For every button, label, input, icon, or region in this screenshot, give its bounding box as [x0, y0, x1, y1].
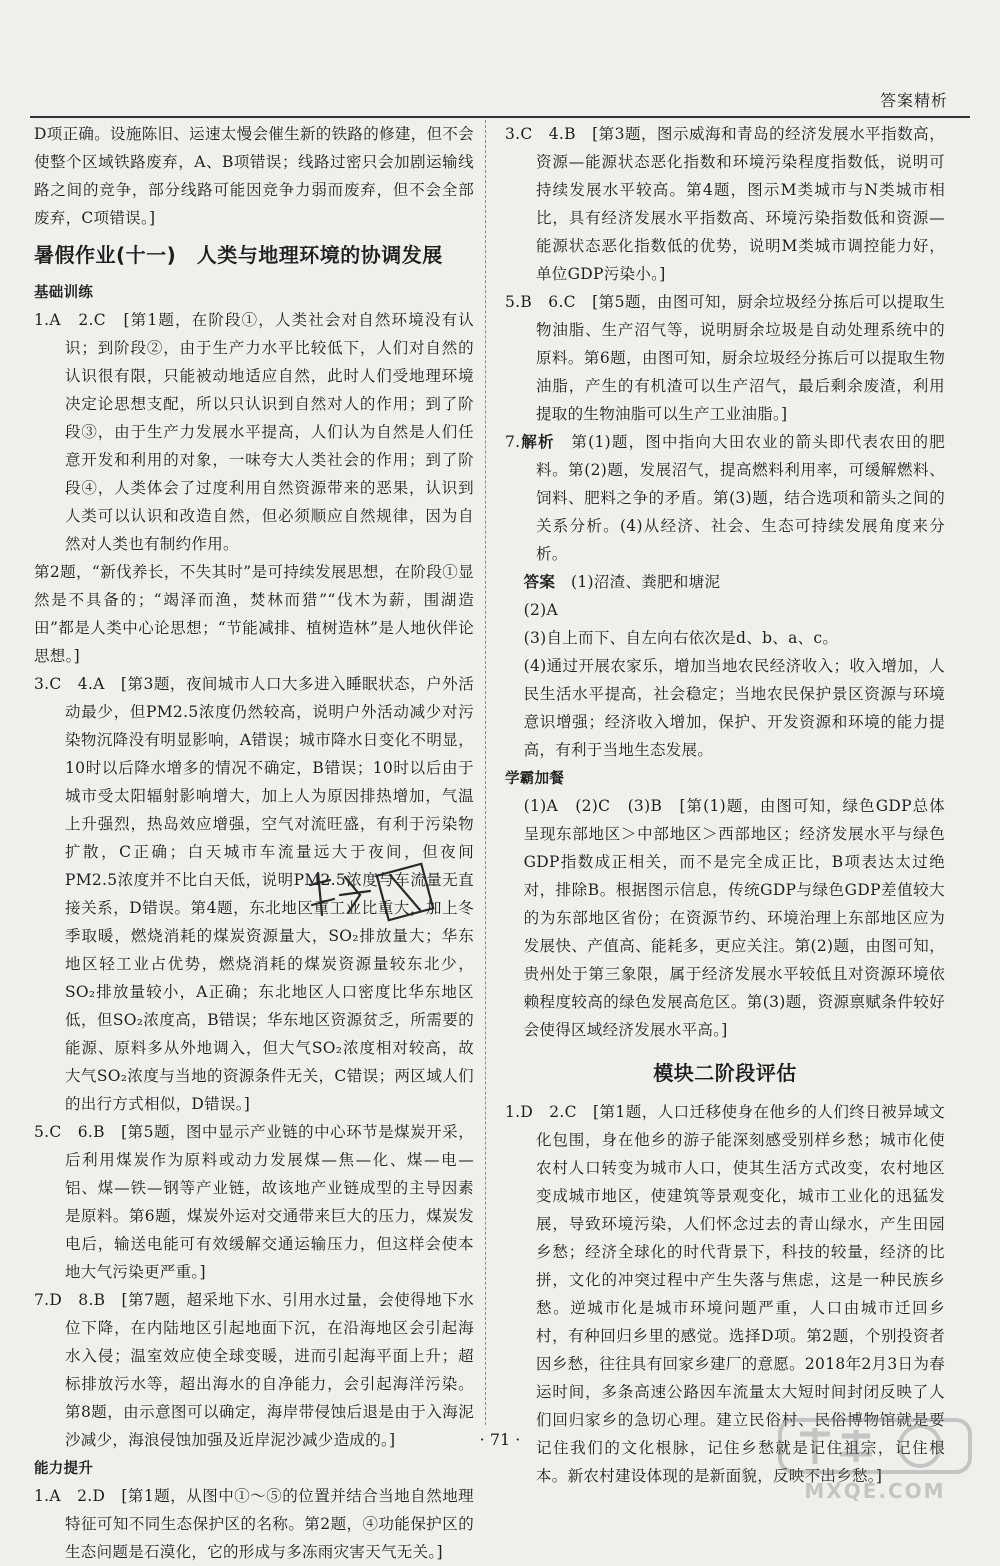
section-title: 暑假作业(十一) 人类与地理环境的协调发展	[34, 243, 443, 267]
answer-r3-4: 3.C 4.B [第3题，图示威海和青岛的经济发展水平指数高，资源—能源状态恶化指数和环境污染程度指数低，说明可持续发展水平较高。第4题，图示M类城市与N类城市相比，具有经济发展水平指数高、环境污染指数低和资源—能源状态恶化指数低的优势，说明M类城市调控能力好，单位GDP污染小。]	[505, 125, 945, 283]
subheading-ability: 能力提升	[34, 1461, 94, 1477]
answer-module2-q1-2: 1.D 2.C [第1题，人口迁移使身在他乡的人们终日被异域文化包围，身在他乡的游子能深刻感受别样乡愁；城市化使农村人口转变为城市人口，使其生活方式改变，农村地区变成城市地区，使建筑等景观变化，城市工业化的迅猛发展，导致环境污染，人们怀念过去的青山绿水，产生田园乡愁；经济全球化的时代背景下，科技的较量，经济的比拼，文化的冲突过程中产生失落与焦虑，这是一种民族乡愁。逆城市化是城市环境问题严重，人口由城市迁回乡村，有种回归乡里的感觉。选择D项。第2题，个别投资者因乡愁，往往具有回家乡建厂的意愿。2018年2月3日为春运时间，多条高速公路因车流量太大短时间封闭反映了人们回归家乡的急切心理。建立民俗村、民俗博物馆就是要记住我们的文化根脉，记住乡愁就是记住祖宗，记住根本。新农村建设体现的是新面貌，反映不出乡愁。]	[505, 1103, 945, 1485]
column-divider	[485, 120, 486, 1425]
analysis-label: 解析	[520, 433, 555, 451]
answer-label: 答案	[523, 573, 556, 591]
analysis-text: 第(1)题，图中指向大田农业的箭头即代表农田的肥料。第(2)题，发展沼气，提高燃料利用率，可缓解燃料、饲料、肥料之争的矛盾。第(3)题，结合选项和箭头之间的关系分析。(4)从经济、社会、生态可持续发展角度来分析。	[536, 433, 945, 563]
page-number: · 71 ·	[479, 1430, 521, 1449]
q7-number: 7.	[505, 433, 521, 451]
right-column	[505, 120, 945, 1490]
answer-1-text: (1)沼渣、粪肥和塘泥	[555, 573, 721, 591]
answer-line-2: (2)A	[523, 601, 558, 619]
answer-extra: (1)A (2)C (3)B [第(1)题，由图可知，绿色GDP总体呈现东部地区＞中部地区＞西部地区；经济发展水平与绿色GDP指数成正相关，而不是完全成正比，B项表达太过绝对，排除B。根据图示信息，传统GDP与绿色GDP差值较大的为东部地区省份；在资源节约、环境治理上东部地区应为发展快、产值高、能耗多，更应关注。第(2)题，由图可知，贵州处于第三象限，属于经济发展水平较低且对资源环境依赖程度较高的绿色发展高危区。第(3)题，资源禀赋条件较好会使得区域经济发展水平高。]	[523, 797, 945, 1039]
answer-r5-6: 5.B 6.C [第5题，由图可知，厨余垃圾经分拣后可以提取生物油脂、生产沼气等，说明厨余垃圾是自动处理系统中的原料。第6题，由图可知，厨余垃圾经分拣后可以提取生物油脂，产生的有机渣可以生产沼气，最后剩余废渣，利用提取的生物油脂可以生产工业油脂。]	[505, 293, 945, 423]
answer-line-3: (3)自上而下、自左向右依次是d、b、a、c。	[523, 629, 839, 647]
page-header-label: 答案精析	[879, 91, 948, 110]
answer-line-4: (4)通过开展农家乐，增加当地农民经济收入；收入增加，人民生活水平提高，社会稳定；当地农民保护景区资源与环境意识增强；经济收入增加，保护、开发资源和环境的能力提高，有利于当地生态发展。	[523, 657, 945, 759]
answer-q1-2-cont: 第2题，“新伐养长，不失其时”是可持续发展思想，在阶段①显然是不具备的；“竭泽而渔，焚林而猎”“伐木为薪，围湖造田”都是人类中心论思想；“节能减排、植树造林”是人地伙伴论思想。]	[34, 563, 474, 665]
answer-line-1	[505, 568, 945, 596]
subheading-extra: 学霸加餐	[505, 771, 565, 787]
answer-r7-analysis	[505, 428, 945, 568]
answer-q5-6: 5.C 6.B [第5题，图中显示产业链的中心环节是煤炭开采，后利用煤炭作为原料或动力发展煤—焦—化、煤—电—铝、煤—铁—钢等产业链，故该地产业链成型的主导因素是原料。第6题，煤炭外运对交通带来巨大的压力，煤炭发电后，输送电能可有效缓解交通运输压力，但这样会使本地大气污染更严重。]	[34, 1123, 474, 1281]
handwritten-stamp	[300, 855, 450, 935]
answer-q1-2: 1.A 2.C [第1题，在阶段①，人类社会对自然环境没有认识；到阶段②，由于生产力水平比较低下，人们对自然的认识很有限，只能被动地适应自然，此时人们受地理环境决定论思想支配，所以只认识到自然对人的作用；到了阶段③，由于生产力发展水平提高，人们认为自然是人们任意开发和利用的对象，一味夸大人类社会的作用；到了阶段④，人类体会了过度利用自然资源带来的恶果，认识到人类可以认识和改造自然，但必须顺应自然规律，因为自然对人类也有制约作用。	[34, 311, 474, 553]
answer-ability-q1-2: 1.A 2.D [第1题，从图中①～⑤的位置并结合当地自然地理特征可知不同生态保护区的名称。第2题，④功能保护区的生态问题是石漠化，它的形成与多冻雨灾害天气无关。]	[34, 1487, 474, 1561]
svg-text:MXQE.COM: MXQE.COM	[804, 1479, 946, 1503]
section2-title: 模块二阶段评估	[653, 1061, 797, 1085]
intro-paragraph: D项正确。设施陈旧、运速太慢会催生新的铁路的修建，但不会使整个区域铁路废弃，A、B项错误；线路过密只会加剧运输线路之间的竞争，部分线路可能因竞争力弱而废弃，但不会全部废弃，C项错误。]	[34, 125, 474, 227]
answer-q7-8: 7.D 8.B [第7题，超采地下水、引用水过量，会使得地下水位下降，在内陆地区引起地面下沉，在沿海地区会引起海水入侵；温室效应使全球变暖，进而引起海平面上升；超标排放污水等，超出海水的自净能力，会引起海洋污染。第8题，由示意图可以确定，海岸带侵蚀后退是由于入海泥沙减少，海浪侵蚀加强及近岸泥沙减少造成的。]	[34, 1291, 474, 1449]
left-column	[34, 120, 474, 1566]
watermark-logo	[770, 1414, 980, 1504]
answer-q3-4: 3.C 4.A [第3题，夜间城市人口大多进入睡眠状态，户外活动最少，但PM2.5浓度仍然较高，说明户外活动减少对污染物沉降没有明显影响，A错误；城市降水日变化不明显，10时以后降水增多的情况不确定，B错误；10时以后由于城市受太阳辐射影响增大，加上人为原因排热增加，气温上升强烈，热岛效应增强，空气对流旺盛，有利于污染物扩散，C正确；白天城市车流量远大于夜间，但夜间PM2.5浓度并不比白天低，说明PM2.5浓度与车流量无直接关系，D错误。第4题，东北地区重工业比重大，加上冬季取暖，燃烧消耗的煤炭资源量大，SO₂排放量大；华东地区轻工业占优势，燃烧消耗的煤炭资源量较东北少，SO₂排放量较小，A正确；东北地区人口密度比华东地区低，但SO₂浓度高，B错误；华东地区资源贫乏，所需要的能源、原料多从外地调入，但大气SO₂浓度相对较高，故大气SO₂浓度与当地的资源条件无关，C错误；两区域人们的出行方式相似，D错误。]	[34, 675, 474, 1113]
subheading-basic-training: 基础训练	[34, 285, 94, 301]
header-rule	[30, 116, 970, 118]
